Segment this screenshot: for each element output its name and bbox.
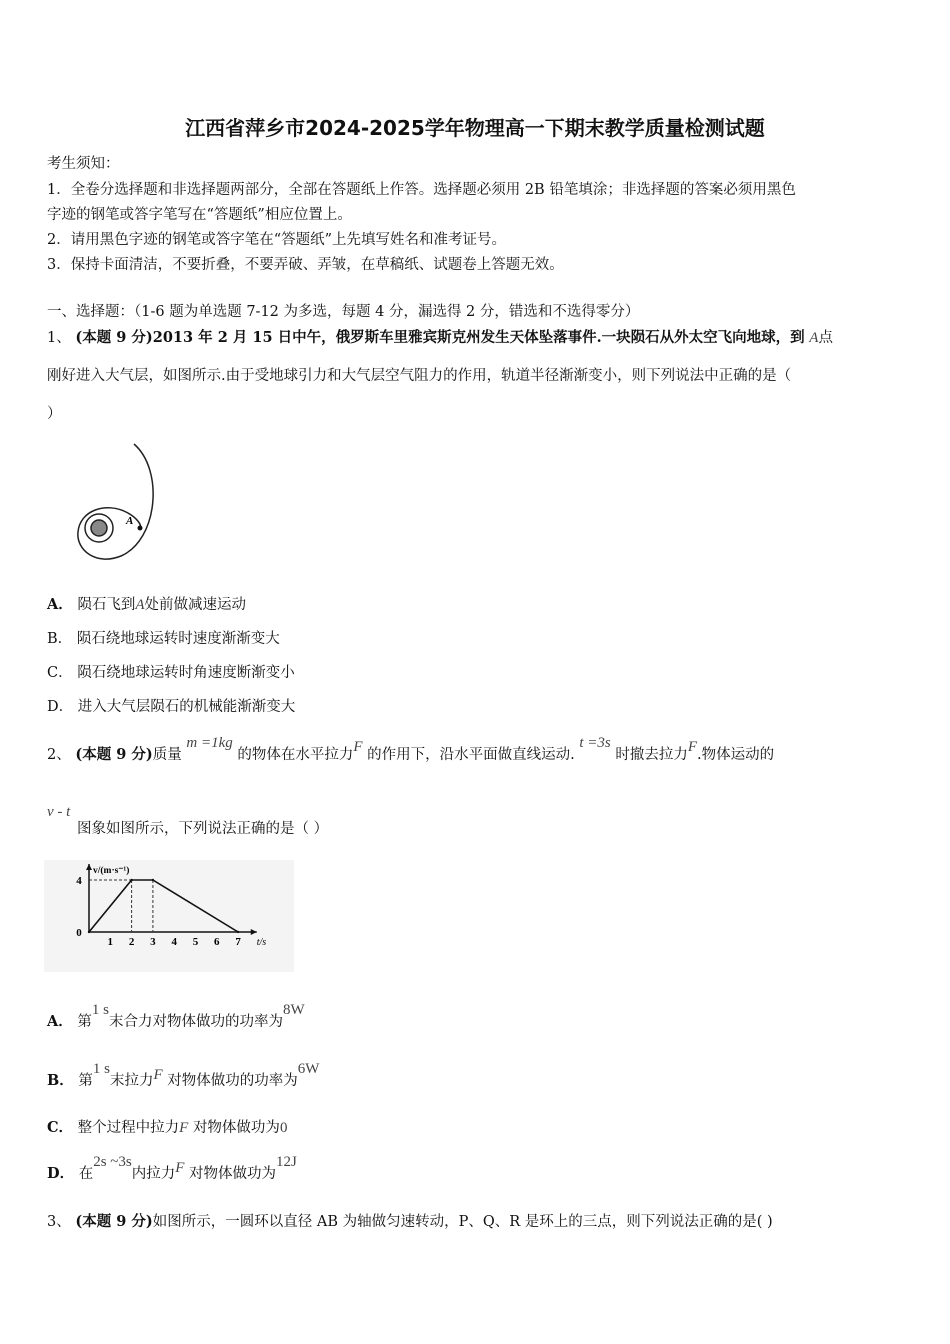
earth-core	[91, 520, 107, 536]
q1-symbol-a: A	[809, 330, 819, 346]
y-tick-label: 0	[76, 927, 82, 939]
q2-option-b-key: B．	[47, 1072, 74, 1089]
q2-option-a-key: A．	[47, 1013, 73, 1030]
y-axis-label: v/(m·s⁻¹)	[93, 866, 130, 876]
notice-line1b: 字迹的钢笔或答字笔写在“答题纸”相应位置上。	[47, 207, 352, 223]
q2-option-c-mid: 对物体做功为	[192, 1120, 280, 1136]
q2-time: t =3s	[579, 735, 611, 751]
velocity-data-point	[88, 931, 90, 933]
q2-mid1: 的物体在水平拉力	[237, 747, 354, 763]
q2-option-b-value: 6W	[297, 1061, 320, 1077]
q2-option-d-mid2: 对物体做功为	[189, 1166, 277, 1182]
q1-line3: ）	[47, 406, 62, 422]
x-tick-label: 1	[107, 936, 114, 948]
q2-option-a-value: 8W	[282, 1002, 305, 1018]
spiral-orbit	[78, 444, 153, 559]
section-heading: 一、选择题：（1-6 题为单选题 7-12 为多选，每题 4 分，漏选得 2 分，错选和不选得零分）	[47, 304, 640, 320]
q2-option-a	[47, 1002, 305, 1031]
q2-option-b-mid2: 对物体做功的功率为	[167, 1073, 298, 1089]
notice-line1a: 1．全卷分选择题和非选择题两部分，全部在答题纸上作答。选择题必须用 2B 铅笔填涂；非选择题的答案必须用黑色	[47, 182, 796, 198]
q1-line1	[47, 326, 833, 347]
notice-heading: 考生须知：	[47, 156, 120, 172]
q1-option-d: D． 进入大气层陨石的机械能渐渐变大	[47, 699, 296, 715]
q1-orbit-figure	[66, 440, 176, 570]
q3-score: (本题 9 分)	[75, 1213, 153, 1230]
q1-option-c: C． 陨石绕地球运转时角速度断渐变小	[47, 665, 295, 681]
q2-option-d-value: 12J	[276, 1154, 297, 1170]
q2-option-c-key: C．	[47, 1119, 74, 1136]
q2-option-d	[47, 1154, 297, 1183]
q2-option-d-mid: 内拉力	[131, 1166, 176, 1182]
q2-end: .物体运动的	[697, 747, 775, 763]
q2-vt-label: v - t	[47, 804, 71, 820]
q3-number: 3、	[47, 1214, 71, 1230]
q2-line1	[47, 735, 775, 764]
q1-option-a	[47, 593, 246, 614]
q2-option-c-force: F	[179, 1120, 189, 1136]
q2-option-d-force: F	[175, 1160, 185, 1176]
x-tick-label: 5	[192, 936, 199, 948]
velocity-data-point	[237, 931, 239, 933]
q3-line1	[47, 1210, 773, 1231]
q1-option-a-pre: 陨石飞到	[77, 597, 136, 613]
x-tick-label: 2	[128, 936, 135, 948]
y-tick-label: 4	[76, 875, 82, 887]
page-title: 江西省萍乡市2024-2025学年物理高一下期末教学质量检测试题	[185, 116, 765, 140]
point-a	[138, 526, 143, 531]
q2-option-d-time: 2s ~3s	[93, 1154, 132, 1170]
q1-text1-end: 点	[818, 330, 833, 346]
velocity-data-point	[130, 879, 132, 881]
q2-option-d-key: D．	[47, 1165, 75, 1182]
q2-mid3: 时撤去拉力	[615, 747, 688, 763]
q2-option-a-time: 1 s	[91, 1002, 109, 1018]
q2-option-c	[47, 1116, 287, 1137]
x-tick-label: 6	[214, 936, 220, 948]
q2-number: 2、	[47, 747, 71, 763]
q2-vt-chart	[44, 860, 294, 972]
q2-option-c-value: 0	[279, 1120, 288, 1136]
q2-line2: 图象如图所示，下列说法正确的是（ ）	[77, 821, 329, 837]
q2-force-f: F	[353, 739, 363, 755]
x-tick-label: 7	[235, 936, 241, 948]
q2-option-c-pre: 整个过程中拉力	[77, 1120, 180, 1136]
q2-force-f2: F	[687, 739, 698, 755]
q1-number: 1、	[47, 330, 71, 346]
q2-option-b	[47, 1061, 320, 1090]
q1-option-a-symbol: A	[135, 597, 145, 613]
q2-option-b-force: F	[153, 1067, 163, 1083]
velocity-data-point	[152, 879, 154, 881]
q1-text1: 2013 年 2 月 15 日中午，俄罗斯车里雅宾斯克州发生天体坠落事件.一块陨石从外太空飞向地球，到	[152, 329, 805, 346]
q2-option-b-mid: 末拉力	[109, 1073, 154, 1089]
point-a-label: A	[126, 515, 134, 527]
q2-option-a-pre: 第	[77, 1014, 92, 1030]
q2-pre: 质量	[152, 747, 182, 763]
notice-line2: 2．请用黑色字迹的钢笔或答字笔在“答题纸”上先填写姓名和准考证号。	[47, 232, 507, 248]
q1-option-a-post: 处前做减速运动	[144, 597, 247, 613]
q1-score: (本题 9 分)	[75, 329, 153, 346]
q2-option-a-mid: 末合力对物体做功的功率为	[108, 1014, 283, 1030]
q2-option-d-pre: 在	[78, 1166, 94, 1182]
q2-option-b-pre: 第	[78, 1073, 93, 1089]
q2-mass: m =1kg	[186, 735, 233, 751]
q2-option-b-time: 1 s	[92, 1061, 110, 1077]
q1-option-b: B． 陨石绕地球运转时速度渐渐变大	[47, 631, 280, 647]
x-axis-label: t/s	[256, 937, 267, 948]
x-tick-label: 3	[150, 936, 156, 948]
x-tick-label: 4	[171, 936, 177, 948]
q2-score: (本题 9 分)	[75, 746, 153, 763]
q1-option-a-key: A．	[47, 596, 73, 613]
q2-mid2: 的作用下，沿水平面做直线运动.	[367, 747, 575, 763]
q1-line2: 刚好进入大气层，如图所示.由于受地球引力和大气层空气阻力的作用，轨道半径渐渐变小，则下列说法中正确的是（	[47, 368, 792, 384]
notice-line3: 3．保持卡面清洁，不要折叠，不要弄破、弄皱，在草稿纸、试题卷上答题无效。	[47, 257, 564, 273]
q3-text: 如图所示，一圆环以直径 AB 为轴做匀速转动，P、Q、R 是环上的三点，则下列说法正确的是( )	[152, 1214, 773, 1230]
